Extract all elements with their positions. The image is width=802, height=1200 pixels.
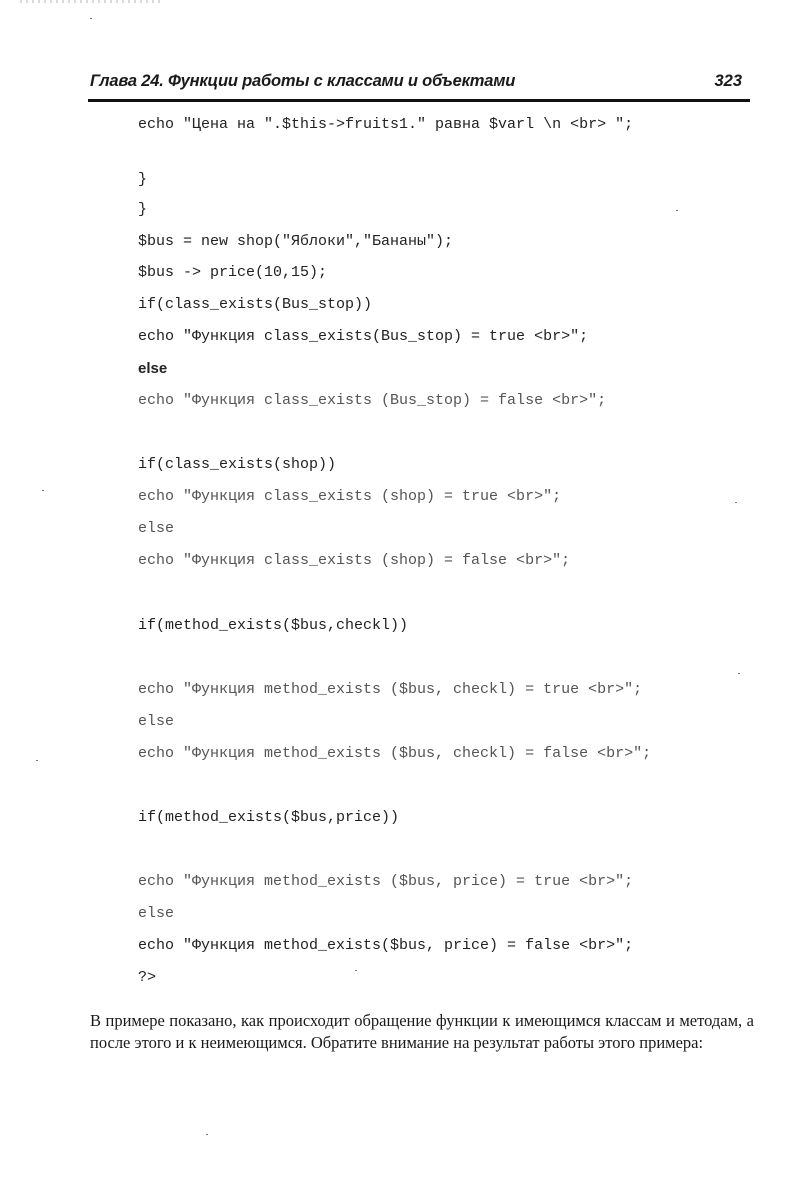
page-header: [90, 70, 750, 100]
code-line: echo "Функция method_exists ($bus, checkl) = true <br>";: [138, 681, 643, 698]
code-line: echo "Функция method_exists($bus, price) = false <br>";: [138, 937, 634, 954]
code-line: echo "Функция class_exists (Bus_stop) = false <br>";: [138, 392, 607, 409]
code-line: echo "Функция method_exists ($bus, checkl) = false <br>";: [138, 745, 652, 762]
page-number: 323: [714, 72, 742, 90]
header-rule: [88, 99, 750, 102]
code-line: if(method_exists($bus,checkl)): [138, 617, 409, 634]
code-line: echo "Функция class_exists(Bus_stop) = true <br>";: [138, 328, 589, 345]
body-paragraph: В примере показано, как происходит обращение функции к имеющимся классам и методам, а после этого и к неимеющимся. Обратите внимание на результат работы этого примера:: [90, 1011, 754, 1052]
scan-speck: [738, 673, 740, 674]
scan-noise: [20, 0, 160, 3]
scan-speck: [355, 970, 357, 971]
scan-speck: [676, 210, 678, 211]
scan-speck: [735, 502, 737, 503]
code-line: }: [138, 201, 148, 218]
scan-speck: [206, 1134, 208, 1135]
code-line: $bus -> price(10,15);: [138, 264, 328, 281]
code-line: else: [138, 520, 175, 537]
scan-speck: [42, 490, 44, 491]
code-line: if(class_exists(Bus_stop)): [138, 296, 373, 313]
code-line: echo "Цена на ".$this->fruits1." равна $varl \n <br> ";: [138, 116, 634, 133]
code-line: }: [138, 171, 148, 188]
code-line: echo "Функция method_exists ($bus, price) = true <br>";: [138, 873, 634, 890]
code-line: else: [138, 713, 175, 730]
scan-speck: [36, 760, 38, 761]
scan-speck: [90, 18, 92, 19]
code-line: else: [138, 905, 175, 922]
code-line: echo "Функция class_exists (shop) = false <br>";: [138, 552, 571, 569]
code-line: echo "Функция class_exists (shop) = true <br>";: [138, 488, 562, 505]
code-line: else: [138, 360, 168, 377]
chapter-title: Глава 24. Функции работы с классами и объектами: [90, 72, 516, 90]
code-line: if(method_exists($bus,price)): [138, 809, 400, 826]
code-line: if(class_exists(shop)): [138, 456, 337, 473]
code-line: ?>: [138, 969, 157, 986]
code-line: $bus = new shop("Яблоки","Бананы");: [138, 233, 454, 250]
